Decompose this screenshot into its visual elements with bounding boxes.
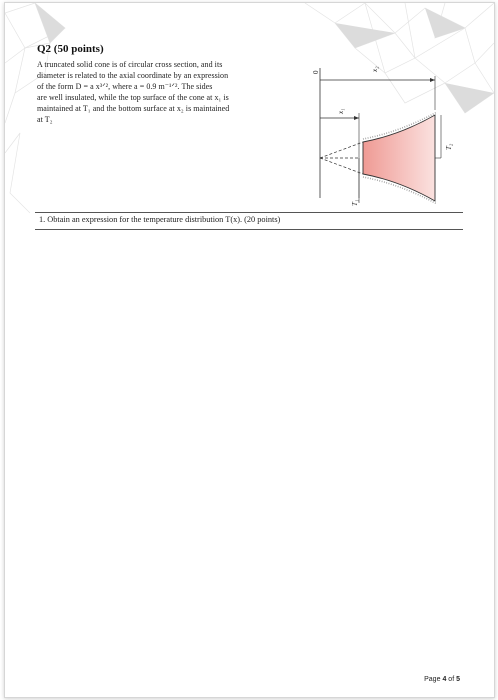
document-page [4,2,495,698]
problem-text-line: A truncated solid cone is of circular cross section, and its [37,60,223,69]
t1-label: T₁ [351,199,359,206]
problem-text-line: diameter is related to the axial coordinate by an expression [37,71,229,80]
t2-label: T₂ [445,143,453,150]
origin-label: 0 [312,70,320,74]
page-of: of [448,676,455,683]
question-1-text: 1. Obtain an expression for the temperature distribution T(x). (20 points) [39,215,281,224]
problem-text-line: are well insulated, while the top surface of the cone at x₁ is [37,93,229,102]
page-prefix: Page [424,676,441,683]
cone-body [363,115,435,201]
x1-label: x₁ [337,108,345,114]
problem-title: Q2 (50 points) [37,43,104,55]
truncated-cone-diagram [305,58,455,208]
problem-text-line: maintained at T₁ and the bottom surface at x₂ is maintained [37,104,230,113]
page-current: 4 [442,676,447,683]
problem-text-line: of the form D = a x³ᐟ², where a = 0.9 m⁻¹ᐟ². The sides [37,82,213,91]
page-number [424,676,460,683]
problem-text-line: at T₂ [37,115,53,124]
question-rule-top [35,212,463,213]
page-total: 5 [456,676,460,683]
x2-label: x₂ [371,66,379,72]
question-rule-bottom [35,229,463,230]
